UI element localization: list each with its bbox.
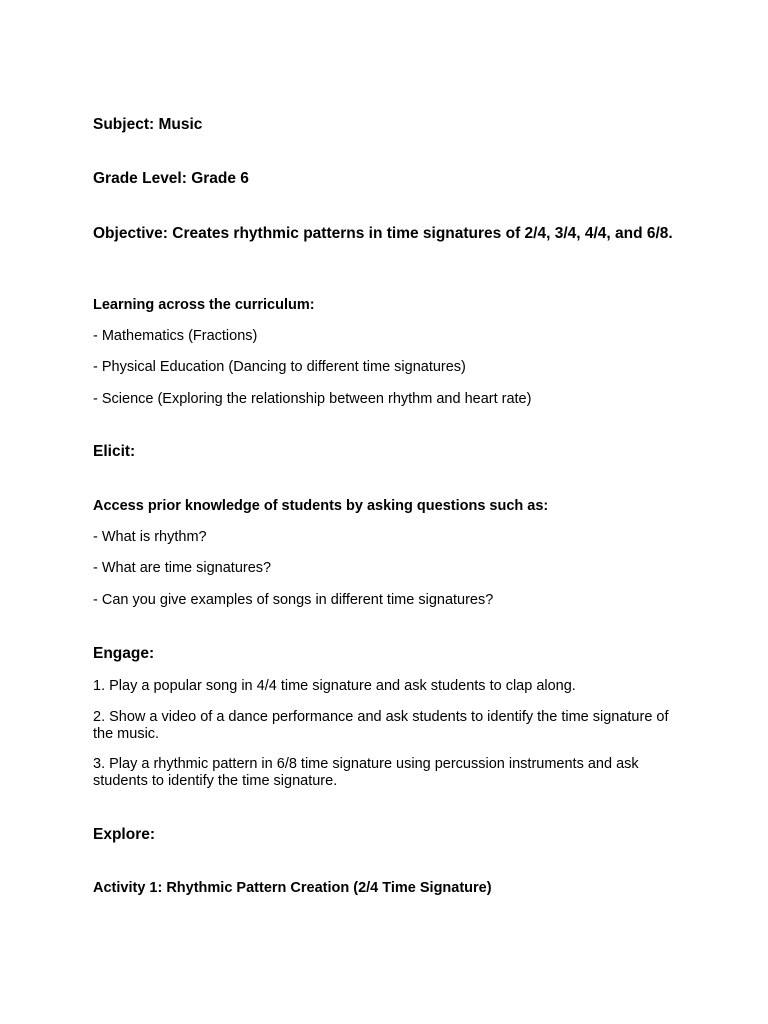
objective-line: Objective: Creates rhythmic patterns in time signatures of 2/4, 3/4, 4/4, and 6/8. [93, 225, 673, 242]
subject-line: Subject: Music [93, 116, 203, 133]
explore-heading: Explore: [93, 826, 156, 843]
activity-1-heading: Activity 1: Rhythmic Pattern Creation (2/4 Time Signature) [93, 880, 492, 896]
engage-step: 2. Show a video of a dance performance and ask students to identify the time signature of the music. [93, 709, 669, 742]
curriculum-item: - Science (Exploring the relationship between rhythm and heart rate) [93, 391, 532, 407]
curriculum-item: - Mathematics (Fractions) [93, 328, 258, 344]
engage-heading: Engage: [93, 645, 155, 662]
elicit-question: - What are time signatures? [93, 560, 272, 576]
grade-level-line: Grade Level: Grade 6 [93, 170, 249, 187]
elicit-question: - Can you give examples of songs in different time signatures? [93, 592, 494, 608]
elicit-question: - What is rhythm? [93, 529, 207, 545]
curriculum-item: - Physical Education (Dancing to different time signatures) [93, 359, 466, 375]
engage-step: 3. Play a rhythmic pattern in 6/8 time signature using percussion instruments and ask students to identify the time signature. [93, 756, 639, 789]
elicit-subheading: Access prior knowledge of students by asking questions such as: [93, 498, 549, 514]
curriculum-heading: Learning across the curriculum: [93, 297, 315, 313]
elicit-heading: Elicit: [93, 443, 136, 460]
engage-step: 1. Play a popular song in 4/4 time signature and ask students to clap along. [93, 678, 576, 694]
